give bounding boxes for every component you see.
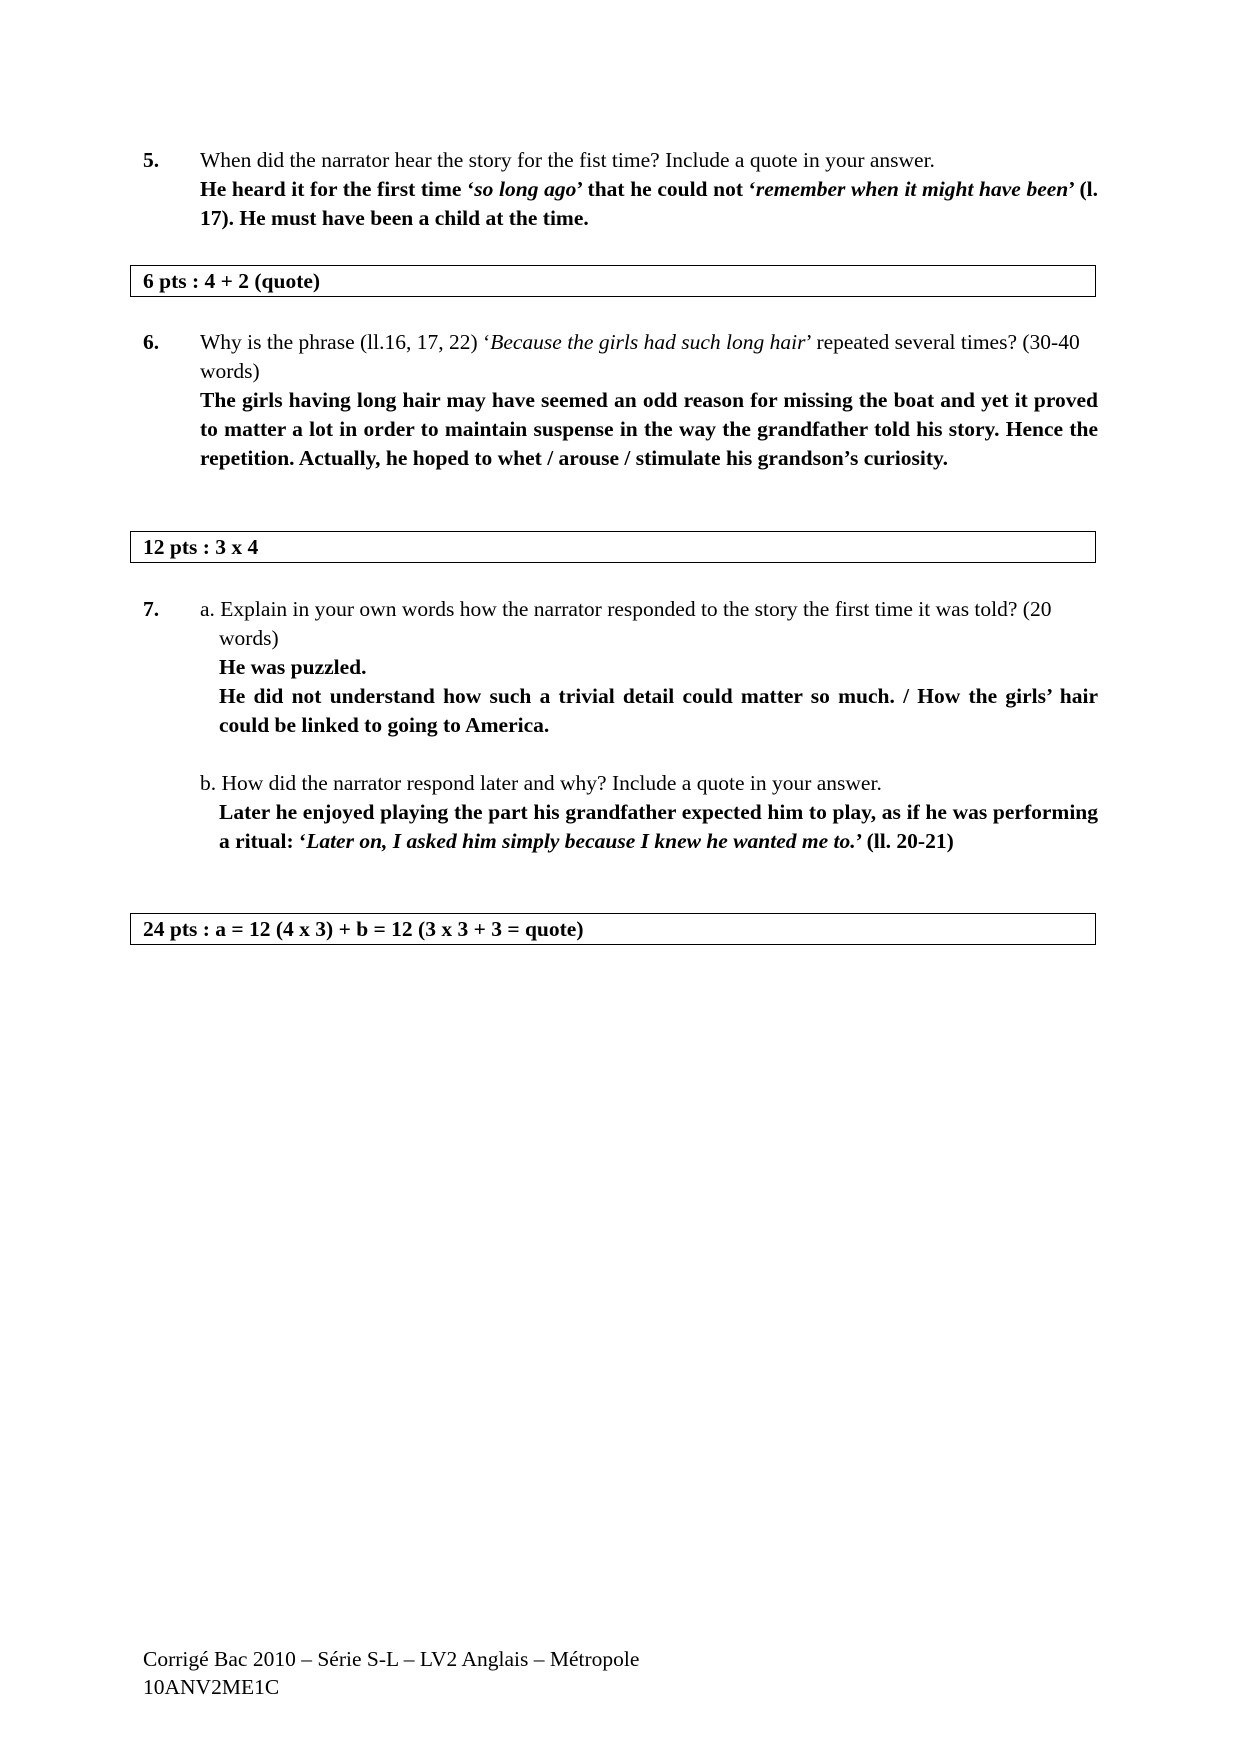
question-body xyxy=(200,328,1098,473)
prompt-segment: ’ repeated several times? (30-40 words) xyxy=(200,330,1080,383)
prompt-quote: Because the girls had such long hair xyxy=(490,330,806,354)
question-6 xyxy=(143,328,1098,473)
answer-quote: remember when it might have been xyxy=(755,177,1069,201)
footer-title: Corrigé Bac 2010 – Série S-L – LV2 Anglais – Métropole xyxy=(143,1647,640,1671)
spacer xyxy=(200,740,1098,769)
answer-quote: Later on, I asked him simply because I knew he wanted me to. xyxy=(306,829,856,853)
answer-segment: Later he enjoyed playing the part his grandfather expected him to play, as if he was performing a ritual: ‘ xyxy=(219,800,1098,853)
answer-quote: so long ago xyxy=(474,177,577,201)
part-a-answer-line1: He was puzzled. xyxy=(219,655,367,679)
answer-segment: ’ (ll. 20-21) xyxy=(855,829,954,853)
question-body xyxy=(200,146,1098,233)
part-a-answer-line2: He did not understand how such a trivial detail could matter so much. / How the girls’ hair could be linked to going to America. xyxy=(219,684,1098,737)
question-number: 6. xyxy=(143,330,160,354)
question-number: 5. xyxy=(143,148,160,172)
score-box-5: 6 pts : 4 + 2 (quote) xyxy=(130,265,1096,297)
answer-segment: He heard it for the first time ‘ xyxy=(200,177,475,201)
part-b-answer xyxy=(219,798,1098,856)
answer-text: The girls having long hair may have seemed an odd reason for missing the boat and yet it proved to matter a lot in order to maintain suspense in the way the grandfather told his story. Hence the repetition. Actually, he hoped to whet / arouse / stimulate his grandson’s curiosity. xyxy=(200,388,1098,470)
answer-segment: ’ (l. 17). He must have been a child at the time. xyxy=(200,177,1098,230)
question-5 xyxy=(143,146,1098,233)
question-prompt: When did the narrator hear the story for the fist time? Include a quote in your answer. xyxy=(200,148,935,172)
question-prompt xyxy=(200,328,1098,386)
question-number: 7. xyxy=(143,597,160,621)
part-b-prompt: b. How did the narrator respond later and why? Include a quote in your answer. xyxy=(200,771,882,795)
part-a-prompt: a. Explain in your own words how the narrator responded to the story the first time it was told? (20 words) xyxy=(200,597,1052,650)
answer-segment: ’ that he could not ‘ xyxy=(576,177,756,201)
question-body xyxy=(200,595,1098,856)
page-footer xyxy=(143,1645,639,1701)
score-box-6: 12 pts : 3 x 4 xyxy=(130,531,1096,563)
question-7 xyxy=(143,595,1098,856)
footer-code: 10ANV2ME1C xyxy=(143,1675,280,1699)
score-box-7: 24 pts : a = 12 (4 x 3) + b = 12 (3 x 3 + 3 = quote) xyxy=(130,913,1096,945)
prompt-segment: Why is the phrase (ll.16, 17, 22) ‘ xyxy=(200,330,491,354)
answer-text xyxy=(200,175,1098,233)
